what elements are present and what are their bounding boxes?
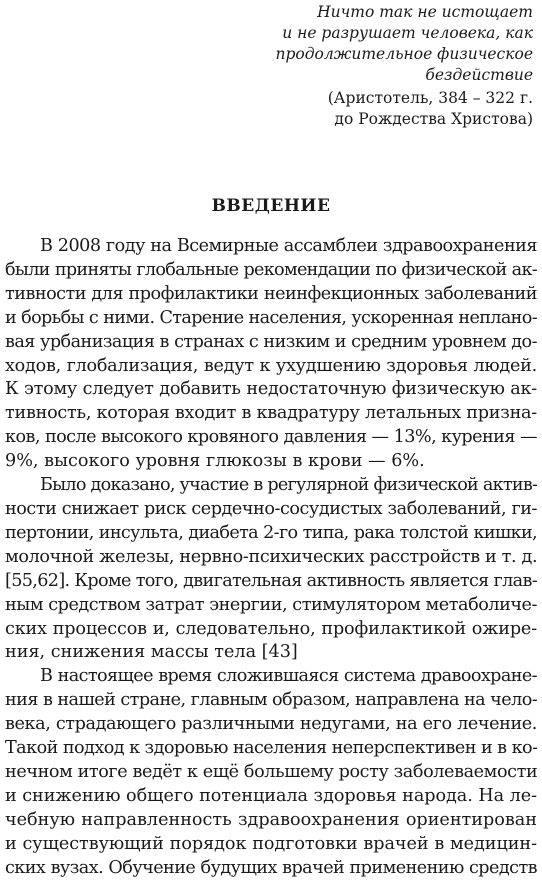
text-line: ков, после высокого кровяного давления — 13%, курения — <box>5 427 537 448</box>
text-line: вая урбанизация в странах с низким и средним уровнем до- <box>5 331 537 352</box>
epigraph-attribution <box>276 88 534 130</box>
section-heading: ВВЕДЕНИЕ <box>211 196 331 216</box>
paragraph <box>5 235 537 474</box>
epigraph <box>276 2 534 130</box>
epigraph-quote <box>276 2 534 86</box>
paragraph <box>5 665 537 880</box>
text-line: ских процессов и, следовательно, профилактикой ожире- <box>5 618 537 639</box>
text-line: и существующий порядок подготовки врачей в медицин- <box>5 833 537 854</box>
epigraph-line: бездействие <box>425 66 533 84</box>
text-line: 9%, высокого уровня глюкозы в крови — 6%. <box>5 451 425 472</box>
text-line: Было доказано, участие в регулярной физической актив- <box>40 475 537 496</box>
epigraph-line: Ничто так не истощает <box>317 3 533 21</box>
epigraph-line: продолжительное физическое <box>275 45 533 63</box>
text-line: ния, снижения массы тела [43] <box>5 642 298 663</box>
text-line: нечном итоге ведёт к ещё большему росту заболеваемости <box>5 761 537 782</box>
text-line: века, страдающего различными недугами, на его лечение. <box>5 714 537 735</box>
text-line: молочной железы, нервно-психических расстройств и т. д. <box>5 546 537 567</box>
attribution-line: (Аристотель, 384 – 322 г. <box>327 89 533 107</box>
text-line: В настоящее время сложившаяся система дравоохране- <box>40 666 537 687</box>
text-line: чебную направленность здравоохранения ориентирован <box>5 809 537 830</box>
text-line: ских вузах. Обучение будущих врачей применению средств <box>5 857 537 878</box>
body-text <box>5 235 537 880</box>
text-line: были приняты глобальные рекомендации по физической ак- <box>5 259 537 280</box>
text-line: ния в нашей стране, главным образом, направлена на чело- <box>5 690 537 711</box>
text-line: ным средством затрат энергии, стимулятором метаболиче- <box>5 594 537 615</box>
epigraph-line: и не разрушает человека, как <box>282 24 533 42</box>
text-line: ности снижает риск сердечно-сосудистых заболеваний, ги- <box>5 498 537 519</box>
text-line: тивность, которая входит в квадратуру летальных призна- <box>5 403 537 424</box>
text-line: тивности для профилактики неинфекционных заболеваний <box>5 283 537 304</box>
text-line: и борьбы с ними. Старение населения, ускоренная неплано- <box>5 307 537 328</box>
paragraph <box>5 474 537 665</box>
text-line: [55,62]. Кроме того, двигательная активность является глав- <box>5 570 537 591</box>
text-line: ходов, глобализация, ведут к ухудшению здоровья людей. <box>5 355 537 376</box>
text-line: К этому следует добавить недостаточную физическую ак- <box>5 379 537 400</box>
text-line: В 2008 году на Всемирные ассамблеи здравоохранения <box>40 236 537 256</box>
text-line: пертонии, инсульта, диабета 2-го типа, рака толстой кишки, <box>5 522 537 543</box>
text-line: и снижению общего потенциала здоровья народа. На ле- <box>5 785 537 806</box>
text-line: Такой подход к здоровью населения неперспективен и в ко- <box>5 738 537 759</box>
attribution-line: до Рождества Христова) <box>334 110 533 128</box>
